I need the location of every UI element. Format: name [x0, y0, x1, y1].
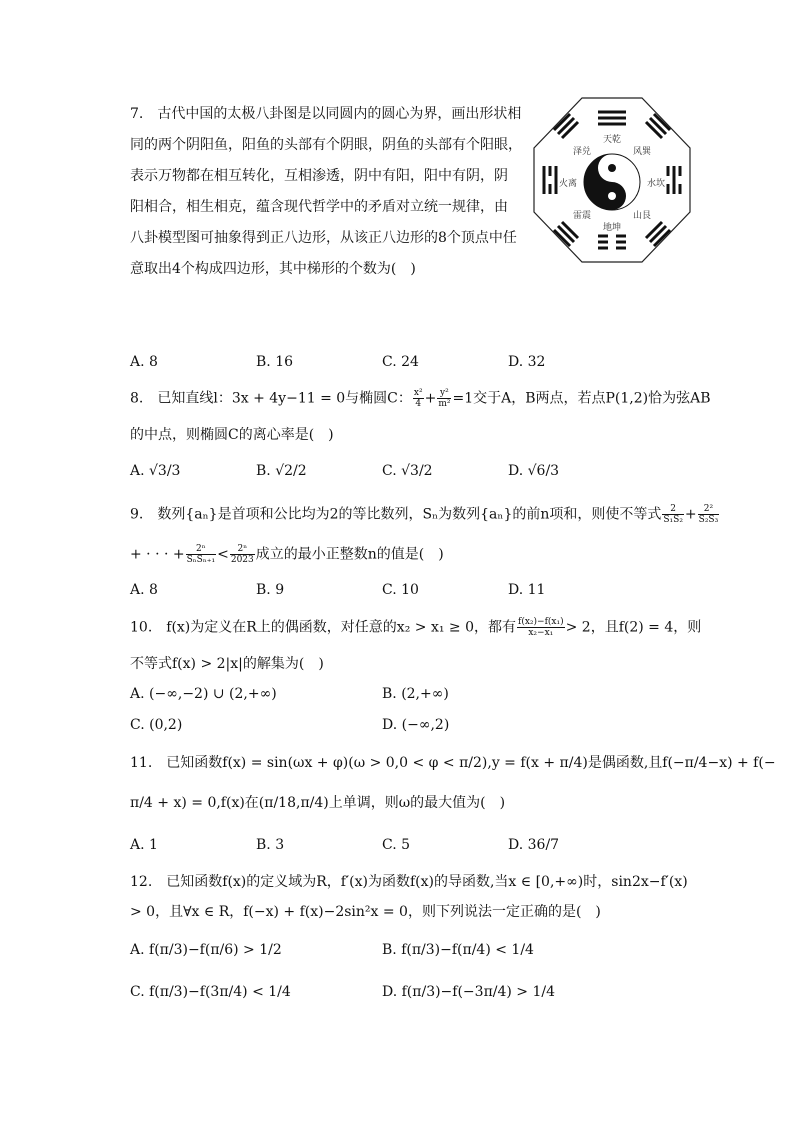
q12-option-a: A. f(π/3)−f(π/6) > 1/2 — [130, 942, 282, 958]
fraction: $\frac{\text{y²}}{\text{m²}}$ — [438, 388, 451, 409]
fraction: $\frac{\text{f(x₂)−f(x₁)}}{\text{x₂−x₁}}$ — [518, 617, 564, 638]
q11-option-b: B. 3 — [256, 837, 285, 853]
q9-option-b: B. 9 — [256, 582, 285, 598]
q9-line-1-text: 9. 数列{aₙ}是首项和公比均为2的等比数列，Sₙ为数列{aₙ}的前n项和，则使不等式 — [130, 506, 662, 523]
label-di-kun: 地坤 — [602, 223, 622, 233]
q7-line-1: 7. 古代中国的太极八卦图是以同圆内的圆心为界，画出形状相 — [130, 106, 522, 122]
q9-option-a: A. 8 — [130, 582, 158, 598]
fraction: $\frac{\text{x²}}{4}$ — [413, 388, 423, 409]
q8-line-1: 8. 已知直线l：3x + 4y−11 = 0与椭圆C： $\frac{\text{x²}}{4}$ + $\frac{\text{y²}}{\text{m²}}$ =1交于A，B两点，若点P(1,2)恰为弦AB — [130, 388, 711, 409]
q10-line-1-a: 10. f(x)为定义在R上的偶函数，对任意的x₂ > x₁ ≥ 0，都有 — [130, 619, 516, 636]
fraction: $\frac{2}{\text{S₁S₂}}$ — [663, 504, 683, 525]
label-tian-qian: 天乾 — [602, 135, 622, 145]
q9-line-1: 9. 数列{aₙ}是首项和公比均为2的等比数列，Sₙ为数列{aₙ}的前n项和，则使不等式 $\frac{2}{\text{S₁S₂}}$ + $\frac{\text{2²}}{\text{S₂S₃}}$ — [130, 504, 719, 525]
q8-option-d: D. √6/3 — [508, 463, 560, 479]
q9-line-2: + · · · + $\frac{\text{2ⁿ}}{\text{SₙSₙ₊₁}}$ < $\frac{\text{2ⁿ}}{2023}$ 成立的最小正整数n的值是( ) — [130, 544, 444, 565]
label-lei-zhen: 雷震 — [572, 211, 592, 221]
q8-option-b: B. √2/2 — [256, 463, 307, 479]
q11-option-c: C. 5 — [382, 837, 411, 853]
q10-option-c: C. (0,2) — [130, 717, 183, 733]
fraction: $\frac{\text{2ⁿ}}{\text{SₙSₙ₊₁}}$ — [186, 544, 216, 565]
q9-option-d: D. 11 — [508, 582, 546, 598]
q7-line-4: 阳相合，相生相克，蕴含现代哲学中的矛盾对立统一规律，由 — [130, 199, 508, 215]
q12-option-d: D. f(π/3)−f(−3π/4) > 1/4 — [382, 984, 556, 1000]
q10-option-a: A. (−∞,−2) ∪ (2,+∞) — [130, 686, 277, 702]
q7-line-2: 同的两个阴阳鱼，阳鱼的头部有个阴眼，阴鱼的头部有个阳眼， — [130, 137, 522, 153]
q11-line-1: 11. 已知函数f(x) = sin(ωx + φ)(ω > 0,0 < φ < π/2),y = f(x + π/4)是偶函数,且f(−π/4−x) + f(− — [130, 755, 776, 771]
q10-option-d: D. (−∞,2) — [382, 717, 450, 733]
q11-option-d: D. 36/7 — [508, 837, 560, 853]
q11-line-2: π/4 + x) = 0,f(x)在(π/18,π/4)上单调，则ω的最大值为( ) — [130, 795, 506, 811]
q12-line-1: 12. 已知函数f(x)的定义域为R，f′(x)为函数f(x)的导函数,当x ∈ [0,+∞)时，sin2x−f′(x) — [130, 874, 688, 890]
label-shui-kan: 水坎 — [646, 179, 666, 189]
q8-option-a: A. √3/3 — [130, 463, 181, 479]
q7-option-a: A. 8 — [130, 354, 158, 370]
q7-option-c: C. 24 — [382, 354, 419, 370]
q7-line-3: 表示万物都在相互转化，互相渗透，阴中有阳，阳中有阴，阴 — [130, 168, 508, 184]
bagua-taiji-figure — [532, 96, 692, 264]
q12-option-b: B. f(π/3)−f(π/4) < 1/4 — [382, 942, 534, 958]
q8-line-1-a: 8. 已知直线l：3x + 4y−11 = 0与椭圆C： — [130, 390, 412, 407]
q11-option-a: A. 1 — [130, 837, 158, 853]
q8-line-1-b: =1交于A，B两点，若点P(1,2)恰为弦AB — [452, 390, 711, 407]
q9-option-c: C. 10 — [382, 582, 419, 598]
q8-line-2: 的中点，则椭圆C的离心率是( ) — [130, 427, 334, 443]
q7-option-d: D. 32 — [508, 354, 546, 370]
label-shan-gen: 山艮 — [632, 211, 652, 221]
q10-line-1 — [130, 617, 701, 638]
q10-line-2: 不等式f(x) > 2|x|的解集为( ) — [130, 656, 324, 672]
q7-line-5: 八卦模型图可抽象得到正八边形，从该正八边形的8个顶点中任 — [130, 230, 517, 246]
q8-option-c: C. √3/2 — [382, 463, 433, 479]
q9-line-2-b: 成立的最小正整数n的值是( ) — [255, 546, 444, 563]
q10-option-b: B. (2,+∞) — [382, 686, 449, 702]
fraction: $\frac{\text{2²}}{\text{S₂S₃}}$ — [698, 504, 719, 525]
q7-line-6: 意取出4个构成四边形，其中梯形的个数为( ) — [130, 261, 416, 277]
fraction: $\frac{\text{2ⁿ}}{2023}$ — [230, 544, 254, 565]
label-feng-xun: 风巽 — [632, 147, 652, 157]
q12-line-2: > 0，且∀x ∈ R，f(−x) + f(x)−2sin²x = 0，则下列说法一定正确的是( ) — [130, 904, 601, 920]
q7-option-b: B. 16 — [256, 354, 294, 370]
label-huo-li: 火离 — [558, 179, 578, 189]
label-ze-dui: 泽兑 — [572, 147, 592, 157]
q10-line-1-b: > 2，且f(2) = 4，则 — [565, 619, 702, 636]
q12-option-c: C. f(π/3)−f(3π/4) < 1/4 — [130, 984, 291, 1000]
